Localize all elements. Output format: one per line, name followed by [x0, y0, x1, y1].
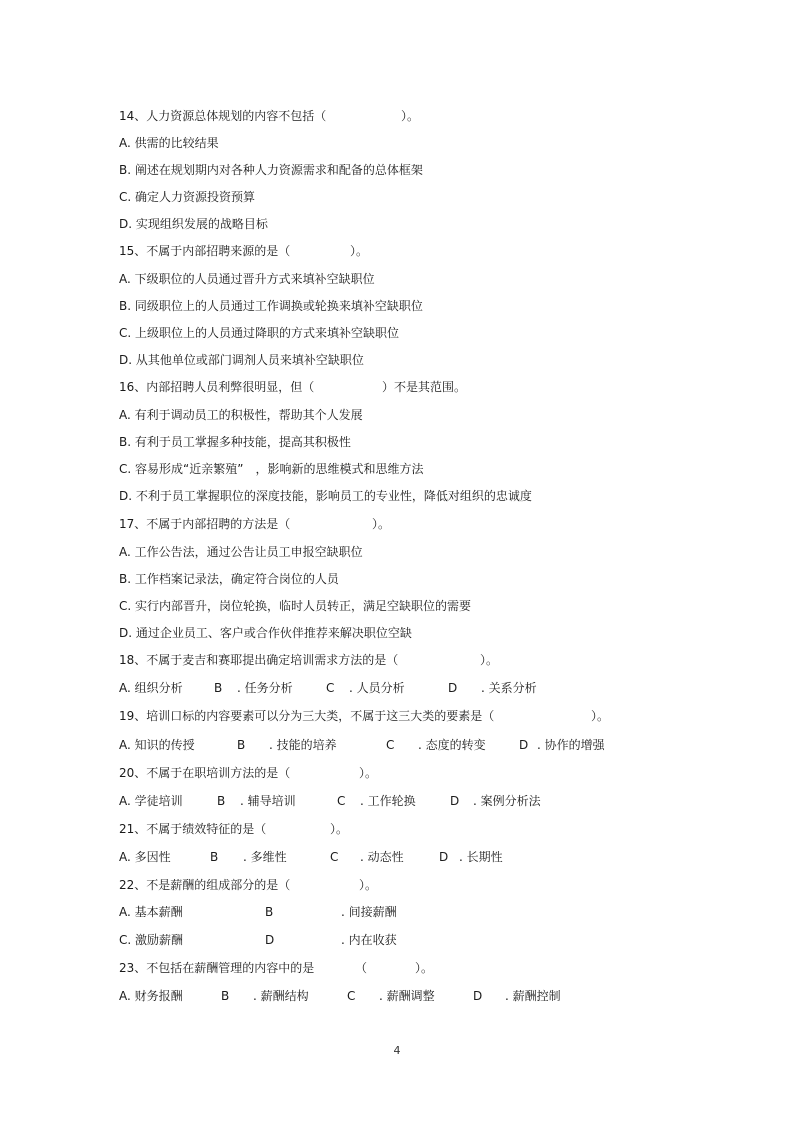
option-d-letter: D: [473, 989, 483, 1003]
option-a: A. 财务报酬: [119, 989, 183, 1003]
option-a: A. 多因性: [119, 850, 171, 864]
option-b: B. 有利于员工掌握多种技能，提高其积极性: [119, 435, 351, 449]
option-b: B. 阐述在规划期内对各种人力资源需求和配备的总体框架: [119, 163, 423, 177]
option-c: C. 实行内部晋升，岗位轮换，临时人员转正，满足空缺职位的需要: [119, 599, 472, 613]
option-d-letter: D: [439, 850, 449, 864]
question-text: 14、人力资源总体规划的内容不包括（: [119, 109, 327, 123]
question-text: 23、不包括在薪酬管理的内容中的是: [119, 961, 315, 975]
option-b: . 技能的培养: [269, 738, 337, 752]
option-c-letter: C: [337, 794, 346, 808]
question-text: 19、培训口标的内容要素可以分为三大类，不属于这三大类的要素是（: [119, 709, 495, 723]
question-tail: ）。: [480, 653, 499, 667]
option-a: A. 组织分析: [119, 681, 183, 695]
option-c: . 动态性: [360, 850, 404, 864]
option-b: . 间接薪酬: [341, 905, 397, 919]
question-tail: ）。: [330, 822, 349, 836]
option-c: . 工作轮换: [360, 794, 416, 808]
question-text: 16、内部招聘人员利弊很明显，但（: [119, 380, 315, 394]
option-c: . 态度的转变: [418, 738, 486, 752]
option-c: C. 激励薪酬: [119, 933, 184, 947]
question-tail: ）。: [359, 766, 378, 780]
option-d: D. 通过企业员工、客户或合作伙伴推荐来解决职位空缺: [119, 626, 412, 640]
option-c: C. 上级职位上的人员通过降职的方式来填补空缺职位: [119, 326, 400, 340]
option-a: A. 知识的传授: [119, 738, 195, 752]
question-text: 22、不是薪酬的组成部分的是（: [119, 878, 291, 892]
option-d: . 关系分析: [481, 681, 537, 695]
option-b: B. 工作档案记录法，确定符合岗位的人员: [119, 572, 339, 586]
option-b: . 多维性: [243, 850, 287, 864]
option-c: . 人员分析: [349, 681, 405, 695]
question-text: 20、不属于在职培训方法的是（: [119, 766, 291, 780]
option-d-letter: D: [450, 794, 460, 808]
option-d-letter: D: [448, 681, 458, 695]
question-tail: ）。: [359, 878, 378, 892]
option-c: . 薪酬调整: [379, 989, 435, 1003]
option-c-letter: C: [347, 989, 356, 1003]
option-b: . 任务分析: [237, 681, 293, 695]
option-d-letter: D: [265, 933, 275, 947]
option-a: A. 基本薪酬: [119, 905, 183, 919]
question-tail: ）。: [372, 517, 391, 531]
question-text: 15、不属于内部招聘来源的是（: [119, 244, 291, 258]
question-tail: ）。: [350, 244, 369, 258]
option-c-letter: C: [386, 738, 395, 752]
question-text: 21、不属于绩效特征的是（: [119, 822, 267, 836]
option-c: C. 容易形成“近亲繁殖” ，影响新的思维模式和思维方法: [119, 462, 424, 476]
option-b: . 辅导培训: [240, 794, 296, 808]
option-c-letter: C: [330, 850, 339, 864]
option-d: . 长期性: [459, 850, 503, 864]
option-b-letter: B: [237, 738, 246, 752]
question-tail: ）不是其范围。: [382, 380, 467, 394]
option-b: B. 同级职位上的人员通过工作调换或轮换来填补空缺职位: [119, 299, 423, 313]
question-tail: （ ）。: [355, 961, 434, 975]
page-number: 4: [393, 1044, 401, 1057]
option-d: . 内在收获: [341, 933, 397, 947]
question-tail: ）。: [401, 109, 420, 123]
option-c-letter: C: [326, 681, 335, 695]
option-b-letter: B: [265, 905, 274, 919]
option-d: D. 不利于员工掌握职位的深度技能，影响员工的专业性，降低对组织的忠诚度: [119, 489, 532, 503]
option-c: C. 确定人力资源投资预算: [119, 190, 256, 204]
option-b-letter: B: [210, 850, 219, 864]
option-a: A. 供需的比较结果: [119, 136, 219, 150]
option-d: D. 实现组织发展的战略目标: [119, 217, 268, 231]
option-b-letter: B: [221, 989, 230, 1003]
question-text: 17、不属于内部招聘的方法是（: [119, 517, 291, 531]
question-tail: ）。: [591, 709, 610, 723]
option-b-letter: B: [214, 681, 223, 695]
option-d-letter: D: [519, 738, 529, 752]
option-a: A. 工作公告法，通过公告让员工申报空缺职位: [119, 545, 363, 559]
option-d: . 薪酬控制: [505, 989, 561, 1003]
option-d: . 协作的增强: [537, 738, 605, 752]
question-text: 18、不属于麦吉和赛耶提出确定培训需求方法的是（: [119, 653, 399, 667]
option-b-letter: B: [217, 794, 226, 808]
option-a: A. 学徒培训: [119, 794, 183, 808]
option-a: A. 有利于调动员工的积极性，帮助其个人发展: [119, 408, 363, 422]
option-b: . 薪酬结构: [253, 989, 309, 1003]
option-d: . 案例分析法: [473, 794, 541, 808]
option-d: D. 从其他单位或部门调剂人员来填补空缺职位: [119, 353, 364, 367]
option-a: A. 下级职位的人员通过晋升方式来填补空缺职位: [119, 272, 375, 286]
